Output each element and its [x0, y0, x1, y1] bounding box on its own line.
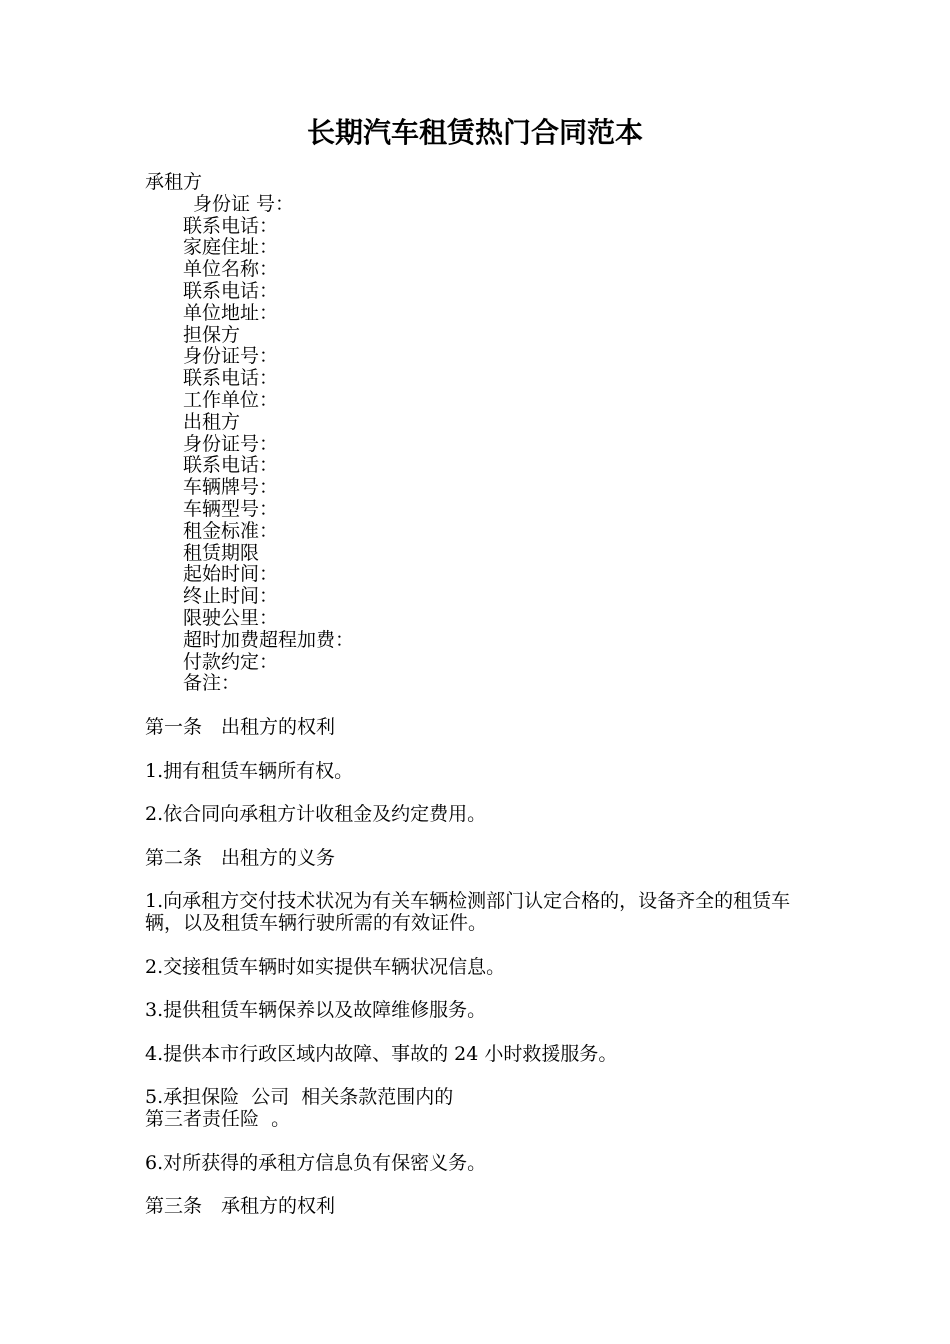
guarantor-id-label: 身份证号： — [183, 345, 279, 368]
article-2-item-3: 3.提供租赁车辆保养以及故障维修服务。 — [145, 999, 487, 1022]
mileage-limit-label: 限驶公里： — [183, 606, 279, 629]
article-item — [145, 891, 845, 935]
party-info-block — [145, 172, 845, 695]
article-1-item-2: 2.依合同向承租方计收租金及约定费用。 — [145, 803, 487, 826]
lessee-id-label: 身份证 号： — [193, 192, 295, 215]
vehicle-plate-label: 车辆牌号： — [183, 476, 279, 499]
article-heading — [145, 717, 845, 739]
guarantor-heading: 担保方 — [183, 323, 241, 346]
term-heading: 租赁期限 — [183, 541, 260, 564]
article-2-item-2: 2.交接租赁车辆时如实提供车辆状况信息。 — [145, 955, 506, 978]
lessor-id-label: 身份证号： — [183, 432, 279, 455]
vehicle-model-label: 车辆型号： — [183, 497, 279, 520]
guarantor-employer-label: 工作单位： — [183, 388, 279, 411]
term-end-label: 终止时间： — [183, 585, 279, 608]
article-3-heading: 第三条 承租方的权利 — [145, 1195, 336, 1218]
article-2-item-5-line-2: 第三者责任险 。 — [145, 1108, 291, 1131]
article-2-heading: 第二条 出租方的义务 — [145, 846, 336, 869]
article-2-item-1-line-2: 辆，以及租赁车辆行驶所需的有效证件。 — [145, 912, 488, 935]
article-item — [145, 1044, 845, 1066]
lessee-employer-label: 单位名称： — [183, 258, 279, 281]
lessor-phone-label: 联系电话： — [183, 454, 279, 477]
overtime-fee-label: 超时加费超程加费： — [183, 628, 355, 651]
article-heading — [145, 1196, 845, 1218]
lessee-employer-address-label: 单位地址： — [183, 301, 279, 324]
payment-terms-label: 付款约定： — [183, 650, 279, 673]
article-item — [145, 1153, 845, 1175]
lessee-employer-phone-label: 联系电话： — [183, 279, 279, 302]
article-2-item-1-line-1: 1.向承租方交付技术状况为有关车辆检测部门认定合格的，设备齐全的租赁车 — [145, 890, 791, 913]
article-2-item-5-line-1: 5.承担保险 公司 相关条款范围内的 — [145, 1086, 454, 1109]
document-title: 长期汽车租赁热门合同范本 — [306, 116, 643, 149]
article-heading — [145, 848, 845, 870]
article-item — [145, 761, 845, 783]
lessee-phone-label: 联系电话： — [183, 214, 279, 237]
term-start-label: 起始时间： — [183, 563, 279, 586]
lessor-heading: 出租方 — [183, 410, 241, 433]
article-1-item-1: 1.拥有租赁车辆所有权。 — [145, 759, 354, 782]
article-2-item-4: 4.提供本市行政区域内故障、事故的 24 小时救援服务。 — [145, 1042, 618, 1065]
rent-standard-label: 租金标准： — [183, 519, 279, 542]
article-item — [145, 957, 845, 979]
article-item — [145, 1087, 845, 1131]
lessee-home-address-label: 家庭住址： — [183, 236, 279, 259]
article-1-heading: 第一条 出租方的权利 — [145, 715, 336, 738]
article-2-item-6: 6.对所获得的承租方信息负有保密义务。 — [145, 1151, 487, 1174]
article-item — [145, 804, 845, 826]
remarks-label: 备注： — [183, 672, 241, 695]
document-body — [145, 172, 845, 1240]
article-item — [145, 1000, 845, 1022]
articles-block — [145, 717, 845, 1218]
lessee-heading: 承租方 — [145, 171, 203, 193]
guarantor-phone-label: 联系电话： — [183, 367, 279, 390]
